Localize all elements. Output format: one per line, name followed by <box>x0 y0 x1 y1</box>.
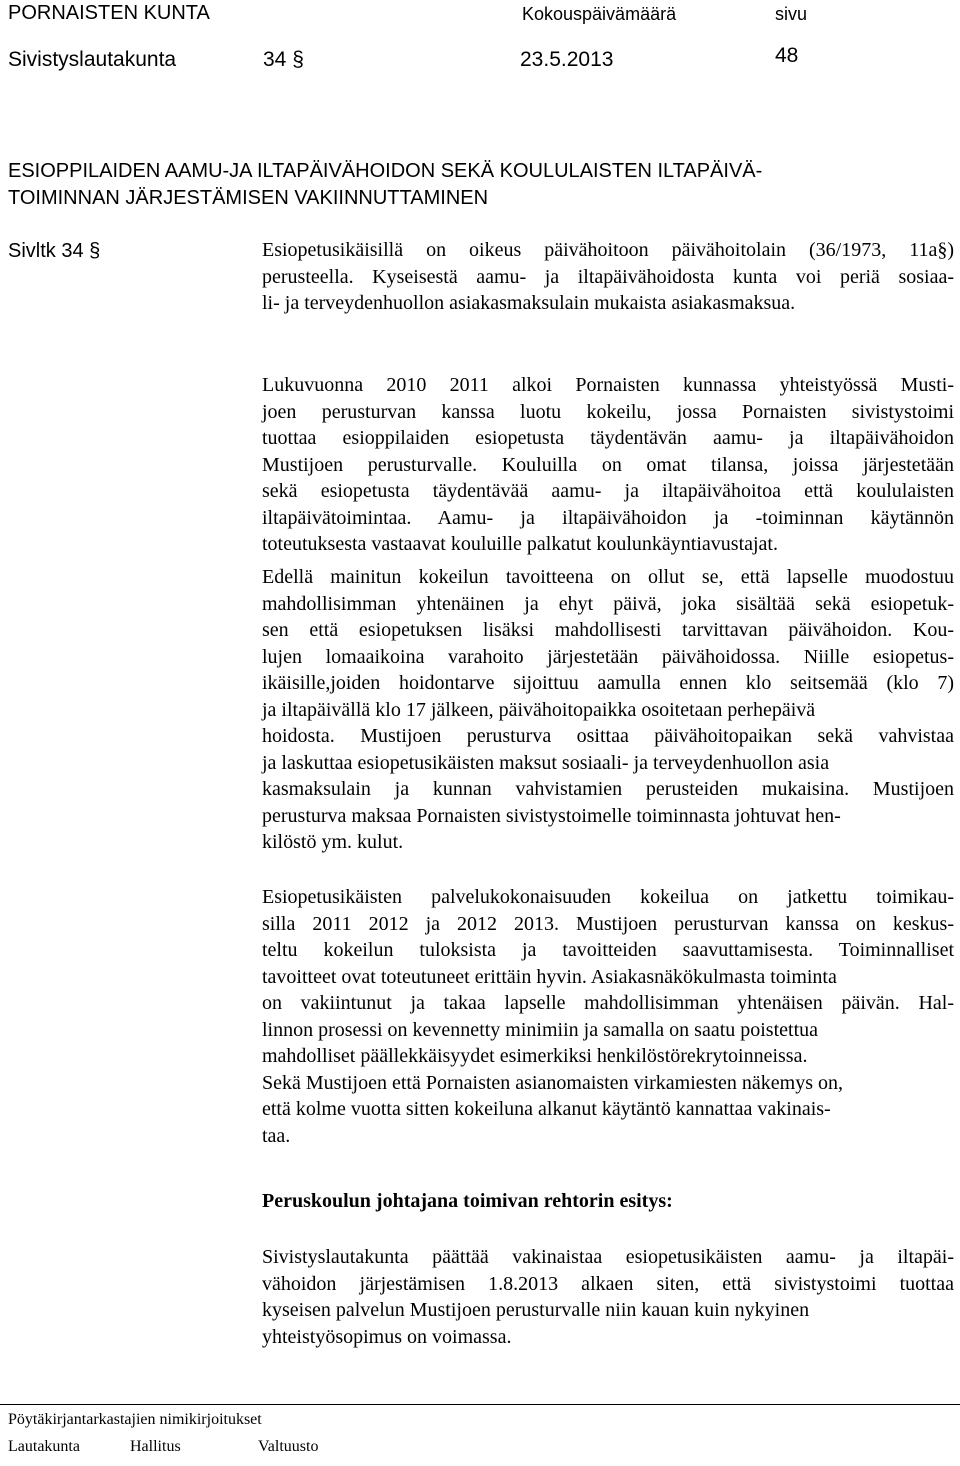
text-line: teltu kokeilun tuloksista ja tavoitteiden saavuttamisesta. Toiminnalliset <box>262 939 954 961</box>
paragraph-2 <box>262 372 954 558</box>
document-title <box>8 158 762 212</box>
text-line: kyseisen palvelun Mustijoen perusturvalle niin kauan kuin nykyinen <box>262 1299 810 1321</box>
paragraph-3 <box>262 564 954 856</box>
title-line: TOIMINNAN JÄRJESTÄMISEN VAKIINNUTTAMINEN <box>8 187 489 209</box>
text-line: li- ja terveydenhuollon asiakasmaksulain mukaista asiakasmaksua. <box>262 292 796 314</box>
text-line: sekä esiopetusta täydentävää aamu- ja iltapäivähoitoa että koululaisten <box>262 480 954 502</box>
organization-name: PORNAISTEN KUNTA <box>8 2 210 24</box>
text-line: tavoitteet ovat toteutuneet erittäin hyvin. Asiakasnäkökulmasta toiminta <box>262 965 837 988</box>
text-line: ikäisille,joiden hoidontarve sijoittuu aamulla ennen klo seitsemää (klo 7) <box>262 672 954 694</box>
signatures-title: Pöytäkirjantarkastajien nimikirjoitukset <box>8 1411 262 1428</box>
text-line: silla 2011 2012 ja 2012 2013. Mustijoen perusturvan kanssa on keskus- <box>262 912 954 935</box>
signature-labels <box>8 1438 318 1456</box>
text-line: yhteistyösopimus on voimassa. <box>262 1325 512 1348</box>
text-line: mahdollisimman yhtenäinen ja ehyt päivä, joka sisältää sekä esiopetuk- <box>262 592 954 615</box>
text-line: lujen lomaaikoina varahoito järjestetään päivähoidossa. Niille esiopetus- <box>262 645 954 668</box>
signature-label-board: Lautakunta <box>8 1438 80 1455</box>
text-line: Mustijoen perusturvalle. Kouluilla on omat tilansa, joissa järjestetään <box>262 453 954 476</box>
text-line: perusturva maksaa Pornaisten sivistystoimelle toiminnasta johtuvat hen- <box>262 804 841 827</box>
text-line: ja laskuttaa esiopetusikäisten maksut sosiaali- ja terveydenhuollon asia <box>262 751 830 774</box>
text-line: on vakiintunut ja takaa lapselle mahdollisimman yhtenäisen päivän. Hal- <box>262 992 954 1014</box>
page-number: 48 <box>775 44 799 67</box>
paragraph-1 <box>262 237 954 317</box>
signature-label-council: Valtuusto <box>258 1438 319 1455</box>
section-reference: Sivltk 34 § <box>8 240 101 262</box>
section-number: 34 § <box>263 48 304 71</box>
text-line: Esiopetusikäisillä on oikeus päivähoitoon päivähoitolain (36/1973, 11a§) <box>262 239 954 261</box>
meeting-date: 23.5.2013 <box>520 48 614 71</box>
text-line: Sivistyslautakunta päättää vakinaistaa esiopetusikäisten aamu- ja iltapäi- <box>262 1246 954 1268</box>
paragraph-4 <box>262 884 954 1149</box>
text-line: linnon prosessi on kevennetty minimiin ja samalla on saatu poistettua <box>262 1018 819 1041</box>
text-line: sen että esiopetuksen lisäksi mahdollisesti tarvittavan päivähoidon. Kou- <box>262 619 954 641</box>
text-line: Sekä Mustijoen että Pornaisten asianomaisten virkamiesten näkemys on, <box>262 1071 843 1094</box>
text-line: ja iltapäivällä klo 17 jälkeen, päivähoitopaikka osoitetaan perhepäivä <box>262 698 816 721</box>
text-line: Esiopetusikäisten palvelukokonaisuuden kokeilua on jatkettu toimikau- <box>262 886 954 908</box>
text-line: vähoidon järjestämisen 1.8.2013 alkaen siten, että sivistystoimi tuottaa <box>262 1272 954 1295</box>
text-line: tuottaa esioppilaiden esiopetusta täydentävän aamu- ja iltapäivähoidon <box>262 427 954 449</box>
board-name: Sivistyslautakunta <box>8 48 177 71</box>
text-line: hoidosta. Mustijoen perusturva osittaa päivähoitopaikan sekä vahvistaa <box>262 725 954 747</box>
text-line: joen perusturvan kanssa luotu kokeilu, jossa Pornaisten sivistystoimi <box>262 400 954 423</box>
proposal-paragraph <box>262 1244 954 1350</box>
text-line: toteutuksesta vastaavat kouluille palkatut koulunkäyntiavustajat. <box>262 533 778 555</box>
text-line: Lukuvuonna 2010 2011 alkoi Pornaisten kunnassa yhteistyössä Musti- <box>262 374 954 396</box>
page-label: sivu <box>775 4 808 24</box>
text-line: perusteella. Kyseisestä aamu- ja iltapäivähoidosta kunta voi periä sosiaa- <box>262 265 954 288</box>
text-line: Edellä mainitun kokeilun tavoitteena on ollut se, että lapselle muodostuu <box>262 566 954 588</box>
text-line: kilöstö ym. kulut. <box>262 831 404 853</box>
text-line: kasmaksulain ja kunnan vahvistamien perusteiden mukaisina. Mustijoen <box>262 778 954 800</box>
signature-label-government: Hallitus <box>130 1438 181 1455</box>
text-line: että kolme vuotta sitten kokeiluna alkanut käytäntö kannattaa vakinais- <box>262 1098 831 1120</box>
text-line: mahdolliset päällekkäisyydet esimerkiksi henkilöstörekrytoinneissa. <box>262 1045 808 1067</box>
proposal-heading: Peruskoulun johtajana toimivan rehtorin esitys: <box>262 1190 673 1212</box>
text-line: taa. <box>262 1124 291 1147</box>
title-line: ESIOPPILAIDEN AAMU-JA ILTAPÄIVÄHOIDON SEKÄ KOULULAISTEN ILTAPÄIVÄ- <box>8 160 763 182</box>
text-line: iltapäivätoimintaa. Aamu- ja iltapäivähoidon ja -toiminnan käytännön <box>262 506 954 529</box>
meeting-date-label: Kokouspäivämäärä <box>522 4 677 24</box>
footer-divider <box>0 1404 960 1405</box>
